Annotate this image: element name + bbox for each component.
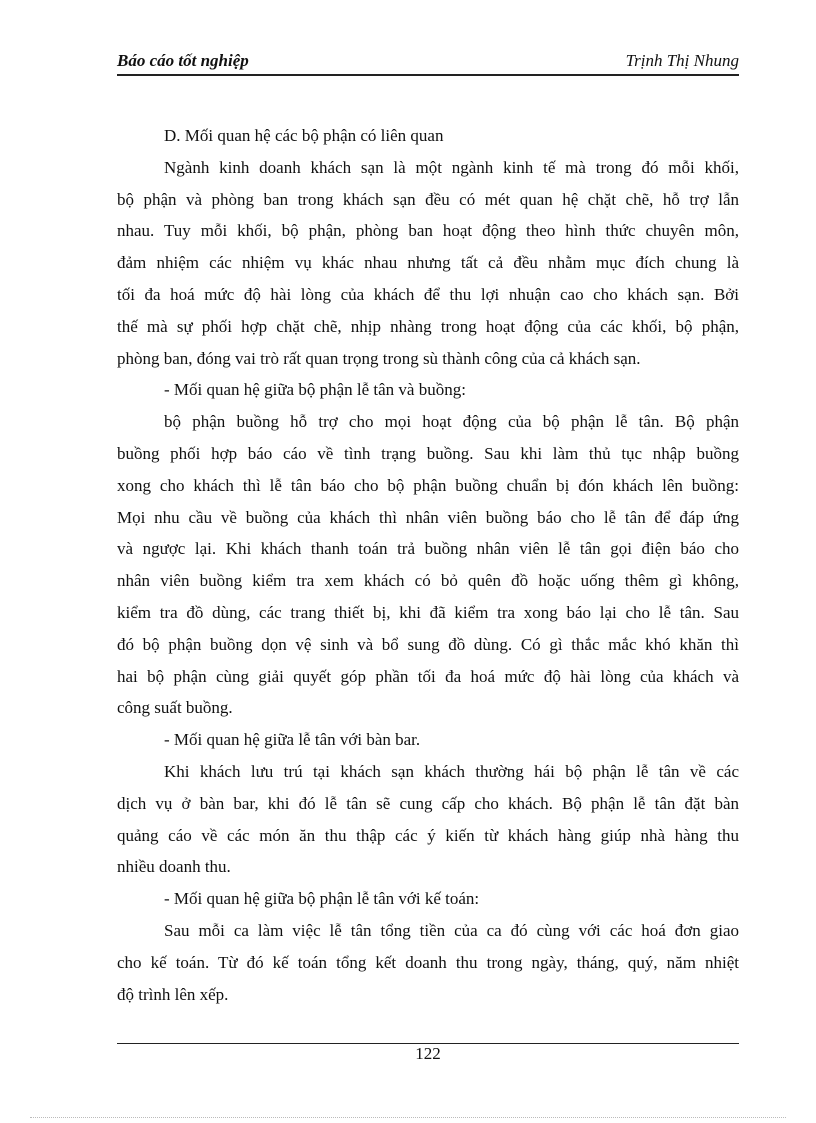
text-line: dịch vụ ở bàn bar, khi đó lễ tân sẽ cung cấp cho khách. Bộ phận lễ tân đặt bàn	[117, 793, 739, 813]
page-header	[117, 46, 739, 76]
text-line: nhau. Tuy mỗi khối, bộ phận, phòng ban hoạt động theo hình thức chuyên môn,	[117, 221, 739, 241]
text-line: cho kế toán. Từ đó kế toán tổng kết doanh thu trong ngày, tháng, quý, năm nhiệt	[117, 952, 739, 972]
text-line: xong cho khách thì lễ tân báo cho bộ phận buồng chuẩn bị đón khách lên buồng:	[117, 475, 739, 495]
text-line: nhân viên buồng kiểm tra xem khách có bỏ quên đồ hoặc uống thêm gì không,	[117, 571, 739, 591]
text-line: bộ phận và phòng ban trong khách sạn đều có mét quan hệ chặt chẽ, hỗ trợ lẫn	[117, 189, 739, 209]
text-line: Ngành kinh doanh khách sạn là một ngành kinh tế mà trong đó mỗi khối,	[164, 157, 739, 177]
page-number: 122	[415, 1044, 441, 1063]
text-line: nhiều doanh thu.	[117, 857, 231, 877]
header-report-title: Báo cáo tốt nghiệp	[117, 51, 249, 70]
text-line: đảm nhiệm các nhiệm vụ khác nhau nhưng tất cả đều nhằm mục đích chung là	[117, 253, 739, 273]
header-author: Trịnh Thị Nhung	[625, 51, 739, 70]
text-line: quảng cáo về các món ăn thu thập các ý kiến từ khách hàng giúp nhà hàng thu	[117, 825, 739, 845]
text-line: buồng phối hợp báo cáo về tình trạng buồng. Sau khi làm thủ tục nhập buồng	[117, 443, 739, 463]
text-line: hai bộ phận cùng giải quyết góp phần tối đa hoá mức độ hài lòng của khách và	[117, 666, 739, 686]
text-line: công suất buồng.	[117, 698, 233, 718]
subsection-heading: - Mối quan hệ giữa bộ phận lễ tân với kế toán:	[164, 889, 480, 909]
text-line: phòng ban, đóng vai trò rất quan trọng trong sù thành công của cả khách sạn.	[117, 348, 641, 368]
subsection-heading: - Mối quan hệ giữa lễ tân với bàn bar.	[164, 730, 421, 750]
subsection-heading: - Mối quan hệ giữa bộ phận lễ tân và buồng:	[164, 380, 466, 400]
section-heading: D. Mối quan hệ các bộ phận có liên quan	[164, 126, 444, 145]
page-bottom-divider	[30, 1117, 786, 1118]
text-line: Khi khách lưu trú tại khách sạn khách thường hái bộ phận lễ tân về các	[164, 761, 739, 781]
text-line: đó bộ phận buồng dọn vệ sinh và bổ sung đồ dùng. Có gì thắc mắc khó khăn thì	[117, 634, 739, 654]
body-text	[117, 120, 739, 1010]
text-line: bộ phận buồng hỗ trợ cho mọi hoạt động của bộ phận lễ tân. Bộ phận	[164, 412, 739, 432]
text-line: kiểm tra đồ dùng, các trang thiết bị, khi đã kiểm tra xong báo lại cho lễ tân. Sau	[117, 602, 739, 622]
page-footer	[117, 1043, 739, 1064]
text-line: và ngược lại. Khi khách thanh toán trả buồng nhân viên lễ tân gọi điện báo cho	[117, 539, 739, 559]
text-line: Sau mỗi ca làm việc lễ tân tổng tiền của ca đó cùng với các hoá đơn giao	[164, 920, 739, 940]
text-line: thế mà sự phối hợp chặt chẽ, nhịp nhàng trong hoạt động của các khối, bộ phận,	[117, 316, 739, 336]
text-line: độ trình lên xếp.	[117, 984, 229, 1004]
text-line: tối đa hoá mức độ hài lòng của khách để thu lợi nhuận cao cho khách sạn. Bởi	[117, 284, 739, 304]
text-line: Mọi nhu cầu về buồng của khách thì nhân viên buồng báo cho lễ tân để đáp ứng	[117, 507, 739, 527]
